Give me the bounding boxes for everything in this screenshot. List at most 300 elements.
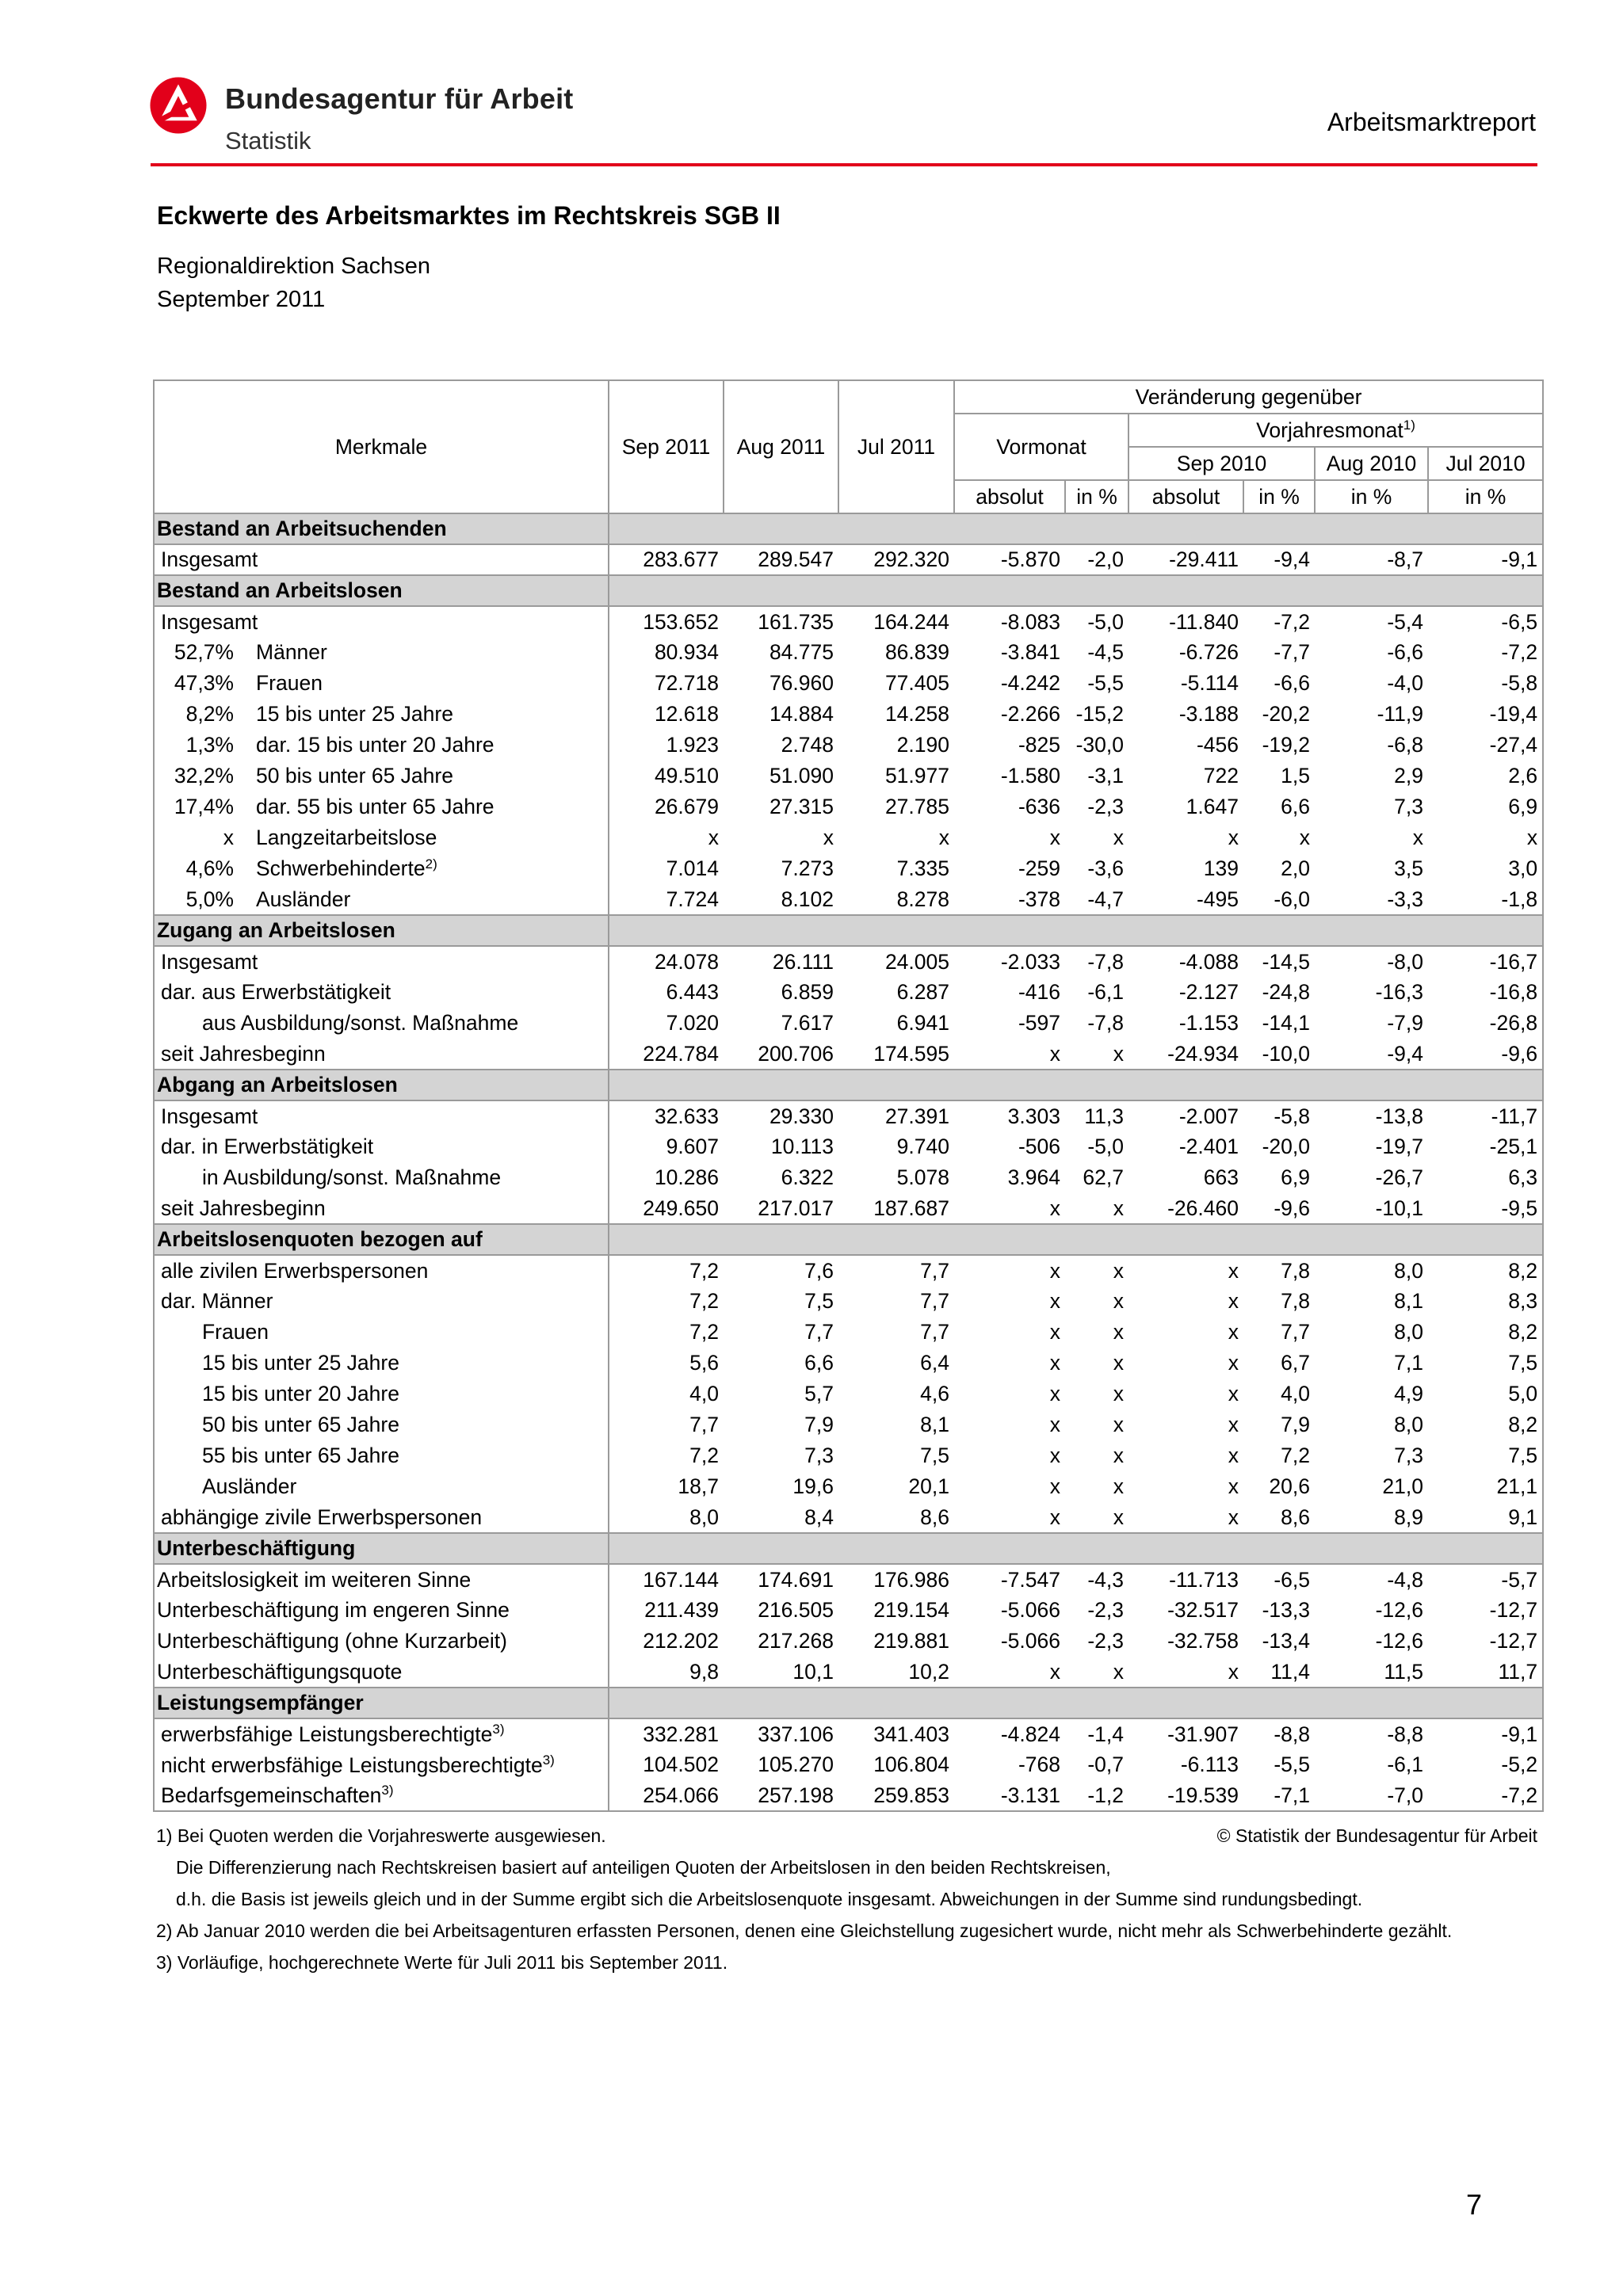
table-cell: 11,3 xyxy=(1084,1104,1124,1128)
table-cell: 332.281 xyxy=(643,1722,719,1746)
table-cell: 174.691 xyxy=(758,1567,834,1592)
table-cell: x xyxy=(708,826,719,849)
table-cell: x xyxy=(1113,1320,1124,1344)
header-aug-2010: Aug 2010 xyxy=(1315,447,1428,480)
table-cell: 176.986 xyxy=(873,1567,949,1592)
table-cell: 7,7 xyxy=(920,1289,949,1313)
row-label-text: abhängige zivile Erwerbspersonen xyxy=(161,1505,483,1529)
table-cell: -3,1 xyxy=(1087,764,1124,788)
table-cell: -2,3 xyxy=(1087,1629,1124,1653)
row-label-text: Unterbeschäftigung im engeren Sinne xyxy=(157,1598,510,1622)
table-cell: -9,1 xyxy=(1428,544,1543,575)
table-cell: 663 xyxy=(1203,1165,1239,1189)
table-cell: 8,0 xyxy=(1394,1320,1423,1344)
table-cell: -5,5 xyxy=(1087,671,1124,695)
table-cell: 8,9 xyxy=(1394,1505,1423,1529)
row-label xyxy=(154,1286,609,1317)
table-cell: -11,7 xyxy=(1428,1100,1543,1131)
table-row xyxy=(154,822,1543,853)
table-cell: -6,1 xyxy=(1087,980,1124,1004)
table-cell: -13,8 xyxy=(1375,1104,1423,1128)
table-cell: -3.131 xyxy=(954,1780,1065,1811)
row-label xyxy=(154,544,609,575)
table-cell: -7,8 xyxy=(1087,949,1124,974)
table-cell: -25,1 xyxy=(1428,1131,1543,1162)
table-cell: 283.677 xyxy=(643,547,719,571)
table-row xyxy=(154,977,1543,1008)
row-label xyxy=(154,884,609,915)
table-cell: 27.391 xyxy=(884,1104,949,1128)
table-cell: 254.066 xyxy=(609,1780,724,1811)
row-label-text: Ausländer xyxy=(256,887,351,911)
table-cell: -6,6 xyxy=(1387,640,1423,664)
row-label xyxy=(154,1595,609,1626)
row-label-text: Bedarfsgemeinschaften xyxy=(161,1783,382,1807)
table-cell: -4,5 xyxy=(1087,640,1124,664)
table-cell: 2.190 xyxy=(896,733,949,757)
header-vorjahresmonat: Vorjahresmonat$^{1)}$ xyxy=(1128,414,1543,447)
table-row xyxy=(154,1286,1543,1317)
table-cell: -7,2 xyxy=(1274,609,1310,634)
table-cell: -9,4 xyxy=(1387,1041,1423,1066)
table-cell: -9,4 xyxy=(1274,547,1310,571)
table-cell: x xyxy=(1113,1258,1124,1283)
table-cell: -2.266 xyxy=(1000,702,1060,726)
table-cell: x xyxy=(1113,1289,1124,1313)
header-in-pct: in % xyxy=(1428,480,1543,513)
footnote-marker: 3) xyxy=(542,1752,555,1768)
table-cell: 7,5 xyxy=(1428,1348,1543,1379)
table-cell: 5.078 xyxy=(896,1165,949,1189)
table-cell: -14,1 xyxy=(1262,1011,1310,1035)
row-label-text: in Ausbildung/sonst. Maßnahme xyxy=(202,1165,502,1189)
table-cell: 7,2 xyxy=(689,1289,719,1313)
table-cell: 174.595 xyxy=(873,1041,949,1066)
table-cell: 14.884 xyxy=(769,702,834,726)
table-cell: -20,2 xyxy=(1262,702,1310,726)
table-cell: 164.244 xyxy=(873,609,949,634)
table-cell: 8,0 xyxy=(1394,1413,1423,1436)
row-label-text: seit Jahresbeginn xyxy=(161,1041,326,1066)
section-title: Abgang an Arbeitslosen xyxy=(154,1070,609,1100)
row-label-text: Insgesamt xyxy=(161,547,258,571)
section-header-row xyxy=(154,1070,1543,1100)
section-title: Arbeitslosenquoten bezogen auf xyxy=(154,1224,609,1255)
table-cell: 292.320 xyxy=(873,547,949,571)
row-share: 8,2% xyxy=(185,702,234,726)
report-title: Arbeitsmarktreport xyxy=(1327,108,1536,136)
table-cell: 7,7 xyxy=(920,1320,949,1344)
table-cell: -4,0 xyxy=(1387,671,1423,695)
table-cell: -2.033 xyxy=(1000,949,1060,974)
row-share: 32,2% xyxy=(174,764,234,788)
table-row xyxy=(154,1162,1543,1193)
footnote-marker: 3) xyxy=(381,1783,394,1798)
table-row xyxy=(154,730,1543,761)
document-period: September 2011 xyxy=(157,287,326,312)
header-merkmale: Merkmale xyxy=(154,380,609,513)
table-row xyxy=(154,1409,1543,1440)
row-label xyxy=(154,1626,609,1657)
table-cell: -5,8 xyxy=(1428,668,1543,699)
row-share: 1,3% xyxy=(185,733,234,757)
table-cell: 8,4 xyxy=(804,1505,834,1529)
table-cell: 7,2 xyxy=(689,1444,719,1467)
table-cell: -1.580 xyxy=(1000,764,1060,788)
row-share: 47,3% xyxy=(174,671,234,695)
section-title: Leistungsempfänger xyxy=(154,1688,609,1718)
document-title: Eckwerte des Arbeitsmarktes im Rechtskreis SGB II xyxy=(157,201,781,230)
table-cell: 8.278 xyxy=(896,887,949,911)
table-cell: -2,0 xyxy=(1087,547,1124,571)
table-cell: x xyxy=(1049,1289,1060,1313)
table-cell: -26.460 xyxy=(1167,1196,1239,1220)
table-cell: -5,2 xyxy=(1428,1749,1543,1780)
table-cell: x xyxy=(1428,822,1543,853)
table-cell: 6,3 xyxy=(1428,1162,1543,1193)
table-cell: 6.859 xyxy=(781,980,834,1004)
table-cell: 7,5 xyxy=(804,1289,834,1313)
row-label-text: Unterbeschäftigungsquote xyxy=(157,1659,403,1684)
table-row xyxy=(154,791,1543,822)
table-cell: -30,0 xyxy=(1075,733,1124,757)
table-cell: 7,2 xyxy=(689,1258,719,1283)
table-cell: -4.088 xyxy=(1178,949,1239,974)
table-cell: -4.242 xyxy=(1000,671,1060,695)
table-cell: 21,0 xyxy=(1382,1474,1423,1498)
table-cell: -16,3 xyxy=(1375,980,1423,1004)
table-cell: 11,4 xyxy=(1270,1659,1310,1684)
row-label-text: 55 bis unter 65 Jahre xyxy=(202,1444,399,1467)
table-cell: -3,3 xyxy=(1387,887,1423,911)
table-cell: 8,1 xyxy=(1394,1289,1423,1313)
table-cell: 212.202 xyxy=(643,1629,719,1653)
table-cell: 4,0 xyxy=(1281,1382,1310,1405)
table-cell: 187.687 xyxy=(873,1196,949,1220)
row-label-text: Unterbeschäftigung (ohne Kurzarbeit) xyxy=(157,1629,507,1653)
table-cell: -15,2 xyxy=(1075,702,1124,726)
table-cell: 7.335 xyxy=(896,856,949,880)
table-cell: -5,8 xyxy=(1274,1104,1310,1128)
table-cell: 8,2 xyxy=(1428,1317,1543,1348)
table-cell: -768 xyxy=(1018,1753,1060,1776)
row-label-text: dar. aus Erwerbstätigkeit xyxy=(161,980,391,1004)
row-label-text: aus Ausbildung/sonst. Maßnahme xyxy=(202,1011,519,1035)
row-share: 4,6% xyxy=(185,856,234,881)
section-fill xyxy=(609,1070,1543,1100)
table-cell: x xyxy=(1049,1474,1060,1498)
table-cell: 8,1 xyxy=(920,1413,949,1436)
table-cell: x xyxy=(1049,1041,1060,1066)
row-share: 52,7% xyxy=(174,640,234,664)
row-label xyxy=(154,791,609,822)
table-cell: x xyxy=(1049,1320,1060,1344)
table-cell: -9,5 xyxy=(1428,1193,1543,1224)
table-cell: x xyxy=(1228,1320,1239,1344)
row-label xyxy=(154,699,609,730)
table-cell: -26,7 xyxy=(1375,1165,1423,1189)
table-cell: x xyxy=(1113,1474,1124,1498)
table-cell: -9,6 xyxy=(1428,1039,1543,1070)
table-row xyxy=(154,1317,1543,1348)
table-cell: -4.824 xyxy=(1000,1722,1060,1746)
table-cell: 2,0 xyxy=(1281,856,1310,880)
table-cell: -1,2 xyxy=(1065,1780,1128,1811)
header-jul-2010: Jul 2010 xyxy=(1428,447,1543,480)
table-cell: x xyxy=(1113,1041,1124,1066)
table-cell: 77.405 xyxy=(884,671,949,695)
table-cell: 18,7 xyxy=(678,1474,719,1498)
header-aug-2011: Aug 2011 xyxy=(724,380,838,513)
table-cell: 8,2 xyxy=(1428,1409,1543,1440)
section-title: Unterbeschäftigung xyxy=(154,1533,609,1564)
row-label xyxy=(154,1718,609,1749)
table-cell: 224.784 xyxy=(643,1041,719,1066)
table-cell: 289.547 xyxy=(758,547,834,571)
table-cell: x xyxy=(823,826,834,849)
table-cell: -11,9 xyxy=(1377,702,1423,726)
row-label xyxy=(154,606,609,637)
header-rule xyxy=(151,163,1537,166)
table-cell: 80.934 xyxy=(654,640,719,664)
document-region: Regionaldirektion Sachsen xyxy=(157,254,430,279)
row-label xyxy=(154,761,609,791)
table-cell: 8,6 xyxy=(1281,1505,1310,1529)
row-label xyxy=(154,1131,609,1162)
table-cell: 337.106 xyxy=(758,1722,834,1746)
table-cell: -2.401 xyxy=(1178,1135,1239,1158)
table-row xyxy=(154,1008,1543,1039)
footnote-marker: 2) xyxy=(425,856,437,871)
row-label-text: Arbeitslosigkeit im weiteren Sinne xyxy=(157,1567,472,1592)
table-cell: 2,9 xyxy=(1394,764,1423,788)
row-label xyxy=(154,1440,609,1471)
footnote-1-line3: d.h. die Basis ist jeweils gleich und in der Summe ergibt sich die Arbeitslosenquote insgesamt. Abweichungen in der Summe sind rundungsbedingt. xyxy=(176,1889,1363,1909)
table-cell: -378 xyxy=(1018,887,1060,911)
table-cell: 106.804 xyxy=(873,1753,949,1776)
table-cell: x xyxy=(1049,1351,1060,1375)
section-header-row xyxy=(154,1688,1543,1718)
table-cell: -5.870 xyxy=(1000,547,1060,571)
table-cell: 7,2 xyxy=(1281,1444,1310,1467)
table-row xyxy=(154,946,1543,977)
table-cell: -636 xyxy=(1018,795,1060,818)
row-label xyxy=(154,1348,609,1379)
table-cell: -1,8 xyxy=(1428,884,1543,915)
table-cell: 7,7 xyxy=(1281,1320,1310,1344)
table-cell: 6.443 xyxy=(666,980,719,1004)
table-cell: 7,7 xyxy=(689,1413,719,1436)
table-cell: 7,2 xyxy=(689,1320,719,1344)
table-cell: 8,0 xyxy=(689,1505,719,1529)
table-row xyxy=(154,1657,1543,1688)
table-cell: 1.647 xyxy=(1186,795,1239,818)
table-cell: 216.505 xyxy=(758,1598,834,1622)
table-cell: -12,6 xyxy=(1375,1629,1423,1653)
table-cell: 249.650 xyxy=(643,1196,719,1220)
row-share: 17,4% xyxy=(174,795,234,818)
row-label xyxy=(154,1193,609,1224)
table-cell: 219.881 xyxy=(873,1629,949,1653)
row-label xyxy=(154,1409,609,1440)
table-cell: -259 xyxy=(1018,856,1060,880)
table-cell: -5.066 xyxy=(1000,1598,1060,1622)
row-label-text: 15 bis unter 25 Jahre xyxy=(256,702,453,726)
table-cell: -825 xyxy=(1018,733,1060,757)
table-cell: 7.014 xyxy=(666,856,719,880)
table-cell: 7.273 xyxy=(781,856,834,880)
table-cell: 7,1 xyxy=(1394,1351,1423,1375)
table-cell: -8,8 xyxy=(1274,1722,1310,1746)
row-label-text: Männer xyxy=(256,640,327,664)
table-cell: 7,9 xyxy=(1281,1413,1310,1436)
table-cell: -9,6 xyxy=(1274,1196,1310,1220)
row-label xyxy=(154,977,609,1008)
table-cell: 7,3 xyxy=(804,1444,834,1467)
table-cell: -6,8 xyxy=(1387,733,1423,757)
table-cell: x xyxy=(1049,1382,1060,1405)
row-label xyxy=(154,946,609,977)
row-label-text: 50 bis unter 65 Jahre xyxy=(256,764,453,788)
table-cell: -8,8 xyxy=(1387,1722,1423,1746)
row-label xyxy=(154,1100,609,1131)
row-share: 5,0% xyxy=(185,887,234,911)
table-cell: x xyxy=(1228,1289,1239,1313)
table-cell: 29.330 xyxy=(769,1104,834,1128)
table-cell: 7.020 xyxy=(666,1011,719,1035)
table-cell: 6.941 xyxy=(896,1011,949,1035)
row-label-text: dar. 55 bis unter 65 Jahre xyxy=(256,795,495,818)
row-label-text: nicht erwerbsfähige Leistungsberechtigte xyxy=(161,1753,543,1777)
table-cell: 9,8 xyxy=(689,1659,719,1684)
table-cell: -456 xyxy=(1196,733,1239,757)
section-title: Bestand an Arbeitsuchenden xyxy=(154,513,609,544)
table-cell: 7,8 xyxy=(1281,1289,1310,1313)
table-cell: -1,4 xyxy=(1087,1722,1124,1746)
table-cell: -16,7 xyxy=(1428,946,1543,977)
table-cell: 4,6 xyxy=(920,1382,949,1405)
table-cell: x xyxy=(1113,1505,1124,1529)
table-cell: -5,4 xyxy=(1387,609,1423,634)
table-cell: x xyxy=(1049,1196,1060,1220)
table-cell: -4,7 xyxy=(1087,887,1124,911)
table-cell: 219.154 xyxy=(873,1598,949,1622)
table-cell: 12.618 xyxy=(654,702,719,726)
section-header-row xyxy=(154,915,1543,946)
row-label-text: Insgesamt xyxy=(161,949,258,974)
header-jul-2011: Jul 2011 xyxy=(838,380,954,513)
table-cell: -19,2 xyxy=(1262,733,1310,757)
table-cell: 8,6 xyxy=(920,1505,949,1529)
table-cell: -597 xyxy=(1018,1011,1060,1035)
table-cell: -13,4 xyxy=(1262,1629,1310,1653)
table-cell: -13,3 xyxy=(1262,1598,1310,1622)
table-cell: -3,6 xyxy=(1087,856,1124,880)
row-label-text: 15 bis unter 20 Jahre xyxy=(202,1382,399,1405)
row-label xyxy=(154,1379,609,1409)
table-cell: -6,6 xyxy=(1274,671,1310,695)
table-row xyxy=(154,699,1543,730)
table-cell: x xyxy=(1228,826,1239,849)
row-label xyxy=(154,1039,609,1070)
table-cell: 6,9 xyxy=(1428,791,1543,822)
org-subtitle: Statistik xyxy=(225,127,311,154)
table-cell: x xyxy=(1228,1444,1239,1467)
table-cell: 14.258 xyxy=(884,702,949,726)
table-cell: -20,0 xyxy=(1262,1135,1310,1158)
table-row xyxy=(154,1131,1543,1162)
row-label-text: 15 bis unter 25 Jahre xyxy=(202,1351,399,1375)
table-cell: 72.718 xyxy=(654,671,719,695)
table-cell: x xyxy=(1228,1474,1239,1498)
table-cell: 8,2 xyxy=(1428,1255,1543,1286)
table-cell: 19,6 xyxy=(792,1474,834,1498)
table-cell: -11.713 xyxy=(1169,1567,1239,1592)
table-cell: -4,3 xyxy=(1087,1567,1124,1592)
table-cell: 51.090 xyxy=(769,764,834,788)
section-fill xyxy=(609,1688,1543,1718)
row-label-text: Frauen xyxy=(202,1320,269,1344)
table-cell: 5,0 xyxy=(1428,1379,1543,1409)
table-cell: 161.735 xyxy=(758,609,834,634)
table-cell: 2,6 xyxy=(1428,761,1543,791)
table-cell: x xyxy=(1113,826,1124,849)
row-label-text: dar. 15 bis unter 20 Jahre xyxy=(256,733,495,757)
table-row xyxy=(154,1595,1543,1626)
org-name: Bundesagentur für Arbeit xyxy=(225,82,574,115)
table-cell: 3,5 xyxy=(1394,856,1423,880)
table-cell: x xyxy=(1049,826,1060,849)
header-sep-2010: Sep 2010 xyxy=(1128,447,1315,480)
table-cell: -7.547 xyxy=(1000,1567,1060,1592)
table-cell: 10.286 xyxy=(654,1165,719,1189)
section-title: Zugang an Arbeitslosen xyxy=(154,915,609,946)
table-cell: 10,2 xyxy=(908,1659,949,1684)
table-cell: -10,0 xyxy=(1262,1041,1310,1066)
row-label-text: Frauen xyxy=(256,671,323,695)
table-cell: -7,9 xyxy=(1387,1011,1423,1035)
table-cell: 7,7 xyxy=(920,1258,949,1283)
table-cell: x xyxy=(1049,1659,1060,1684)
table-cell: x xyxy=(1228,1382,1239,1405)
table-cell: -27,4 xyxy=(1428,730,1543,761)
table-cell: 167.144 xyxy=(643,1567,719,1592)
table-row xyxy=(154,1718,1543,1749)
table-cell: -12,6 xyxy=(1375,1598,1423,1622)
table-cell: 86.839 xyxy=(884,640,949,664)
table-cell: -2,3 xyxy=(1087,795,1124,818)
table-cell: -5.114 xyxy=(1180,671,1239,695)
table-cell: -6,0 xyxy=(1274,887,1310,911)
footnote-1-line2: Die Differenzierung nach Rechtskreisen basiert auf anteiligen Quoten der Arbeitslosen in den beiden Rechtskreisen, xyxy=(176,1857,1111,1878)
table-cell: 7.724 xyxy=(666,887,719,911)
table-cell: -8,7 xyxy=(1387,547,1423,571)
table-row xyxy=(154,1379,1543,1409)
table-cell: 217.268 xyxy=(758,1629,834,1653)
table-cell: 27.315 xyxy=(769,795,834,818)
table-cell: -2.127 xyxy=(1178,980,1239,1004)
table-cell: -6.726 xyxy=(1178,640,1239,664)
table-cell: 9.607 xyxy=(666,1135,719,1158)
row-label xyxy=(154,637,609,668)
section-fill xyxy=(609,1224,1543,1255)
table-cell: -8,0 xyxy=(1387,949,1423,974)
table-cell: 722 xyxy=(1203,764,1239,788)
table-cell: 7,3 xyxy=(1394,1444,1423,1467)
row-label xyxy=(154,822,609,853)
header-absolut: absolut xyxy=(954,480,1065,513)
table-cell: x xyxy=(1228,1413,1239,1436)
